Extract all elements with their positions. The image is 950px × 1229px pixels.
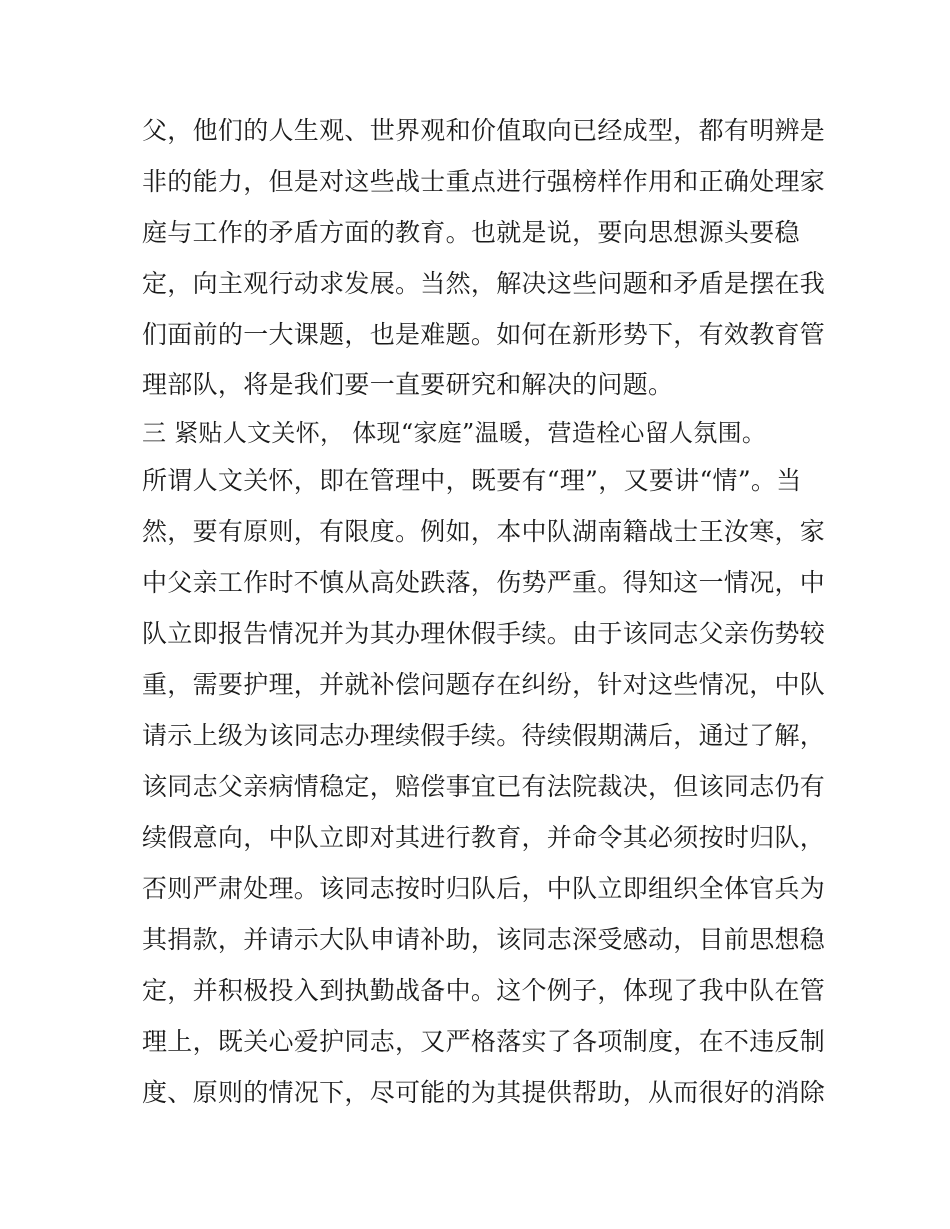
- text-line: 然，要有原则，有限度。例如，本中队湖南籍战士王汝寒，家: [142, 517, 826, 546]
- text-line: 父，他们的人生观、世界观和价值取向已经成型，都有明辨是: [142, 116, 826, 145]
- text-line: 非的能力，但是对这些战士重点进行强榜样作用和正确处理家: [142, 167, 826, 196]
- text-line: 请示上级为该同志办理续假手续。待续假期满后，通过了解，: [142, 721, 826, 750]
- text-line: 队立即报告情况并为其办理休假手续。由于该同志父亲伤势较: [142, 619, 826, 648]
- text-line: 理部队，将是我们要一直要研究和解决的问题。: [142, 370, 674, 399]
- text-line: 续假意向，中队立即对其进行教育，并命令其必须按时归队，: [142, 823, 826, 852]
- text-line: 其捐款，并请示大队申请补助，该同志深受感动，目前思想稳: [142, 925, 826, 954]
- text-line: 重，需要护理，并就补偿问题存在纠纷，针对这些情况，中队: [142, 670, 826, 699]
- text-line: 庭与工作的矛盾方面的教育。也就是说，要向思想源头要稳: [142, 218, 800, 247]
- text-line: 度、原则的情况下，尽可能的为其提供帮助，从而很好的消除: [142, 1078, 826, 1107]
- text-line: 否则严肃处理。该同志按时归队后，中队立即组织全体官兵为: [142, 874, 826, 903]
- text-line: 们面前的一大课题，也是难题。如何在新形势下，有效教育管: [142, 320, 826, 349]
- text-line: 该同志父亲病情稳定，赔偿事宜已有法院裁决，但该同志仍有: [142, 772, 826, 801]
- section-heading: 三 紧贴人文关怀， 体现“家庭”温暖，营造栓心留人氛围。: [142, 419, 767, 447]
- text-line: 定，并积极投入到执勤战备中。这个例子，体现了我中队在管: [142, 976, 826, 1005]
- text-line: 理上，既关心爱护同志，又严格落实了各项制度，在不违反制: [142, 1027, 826, 1056]
- text-line: 所谓人文关怀，即在管理中，既要有“理”，又要讲“情”。当: [142, 466, 802, 495]
- text-line: 定，向主观行动求发展。当然，解决这些问题和矛盾是摆在我: [142, 269, 826, 298]
- text-line: 中父亲工作时不慎从高处跌落，伤势严重。得知这一情况，中: [142, 568, 826, 597]
